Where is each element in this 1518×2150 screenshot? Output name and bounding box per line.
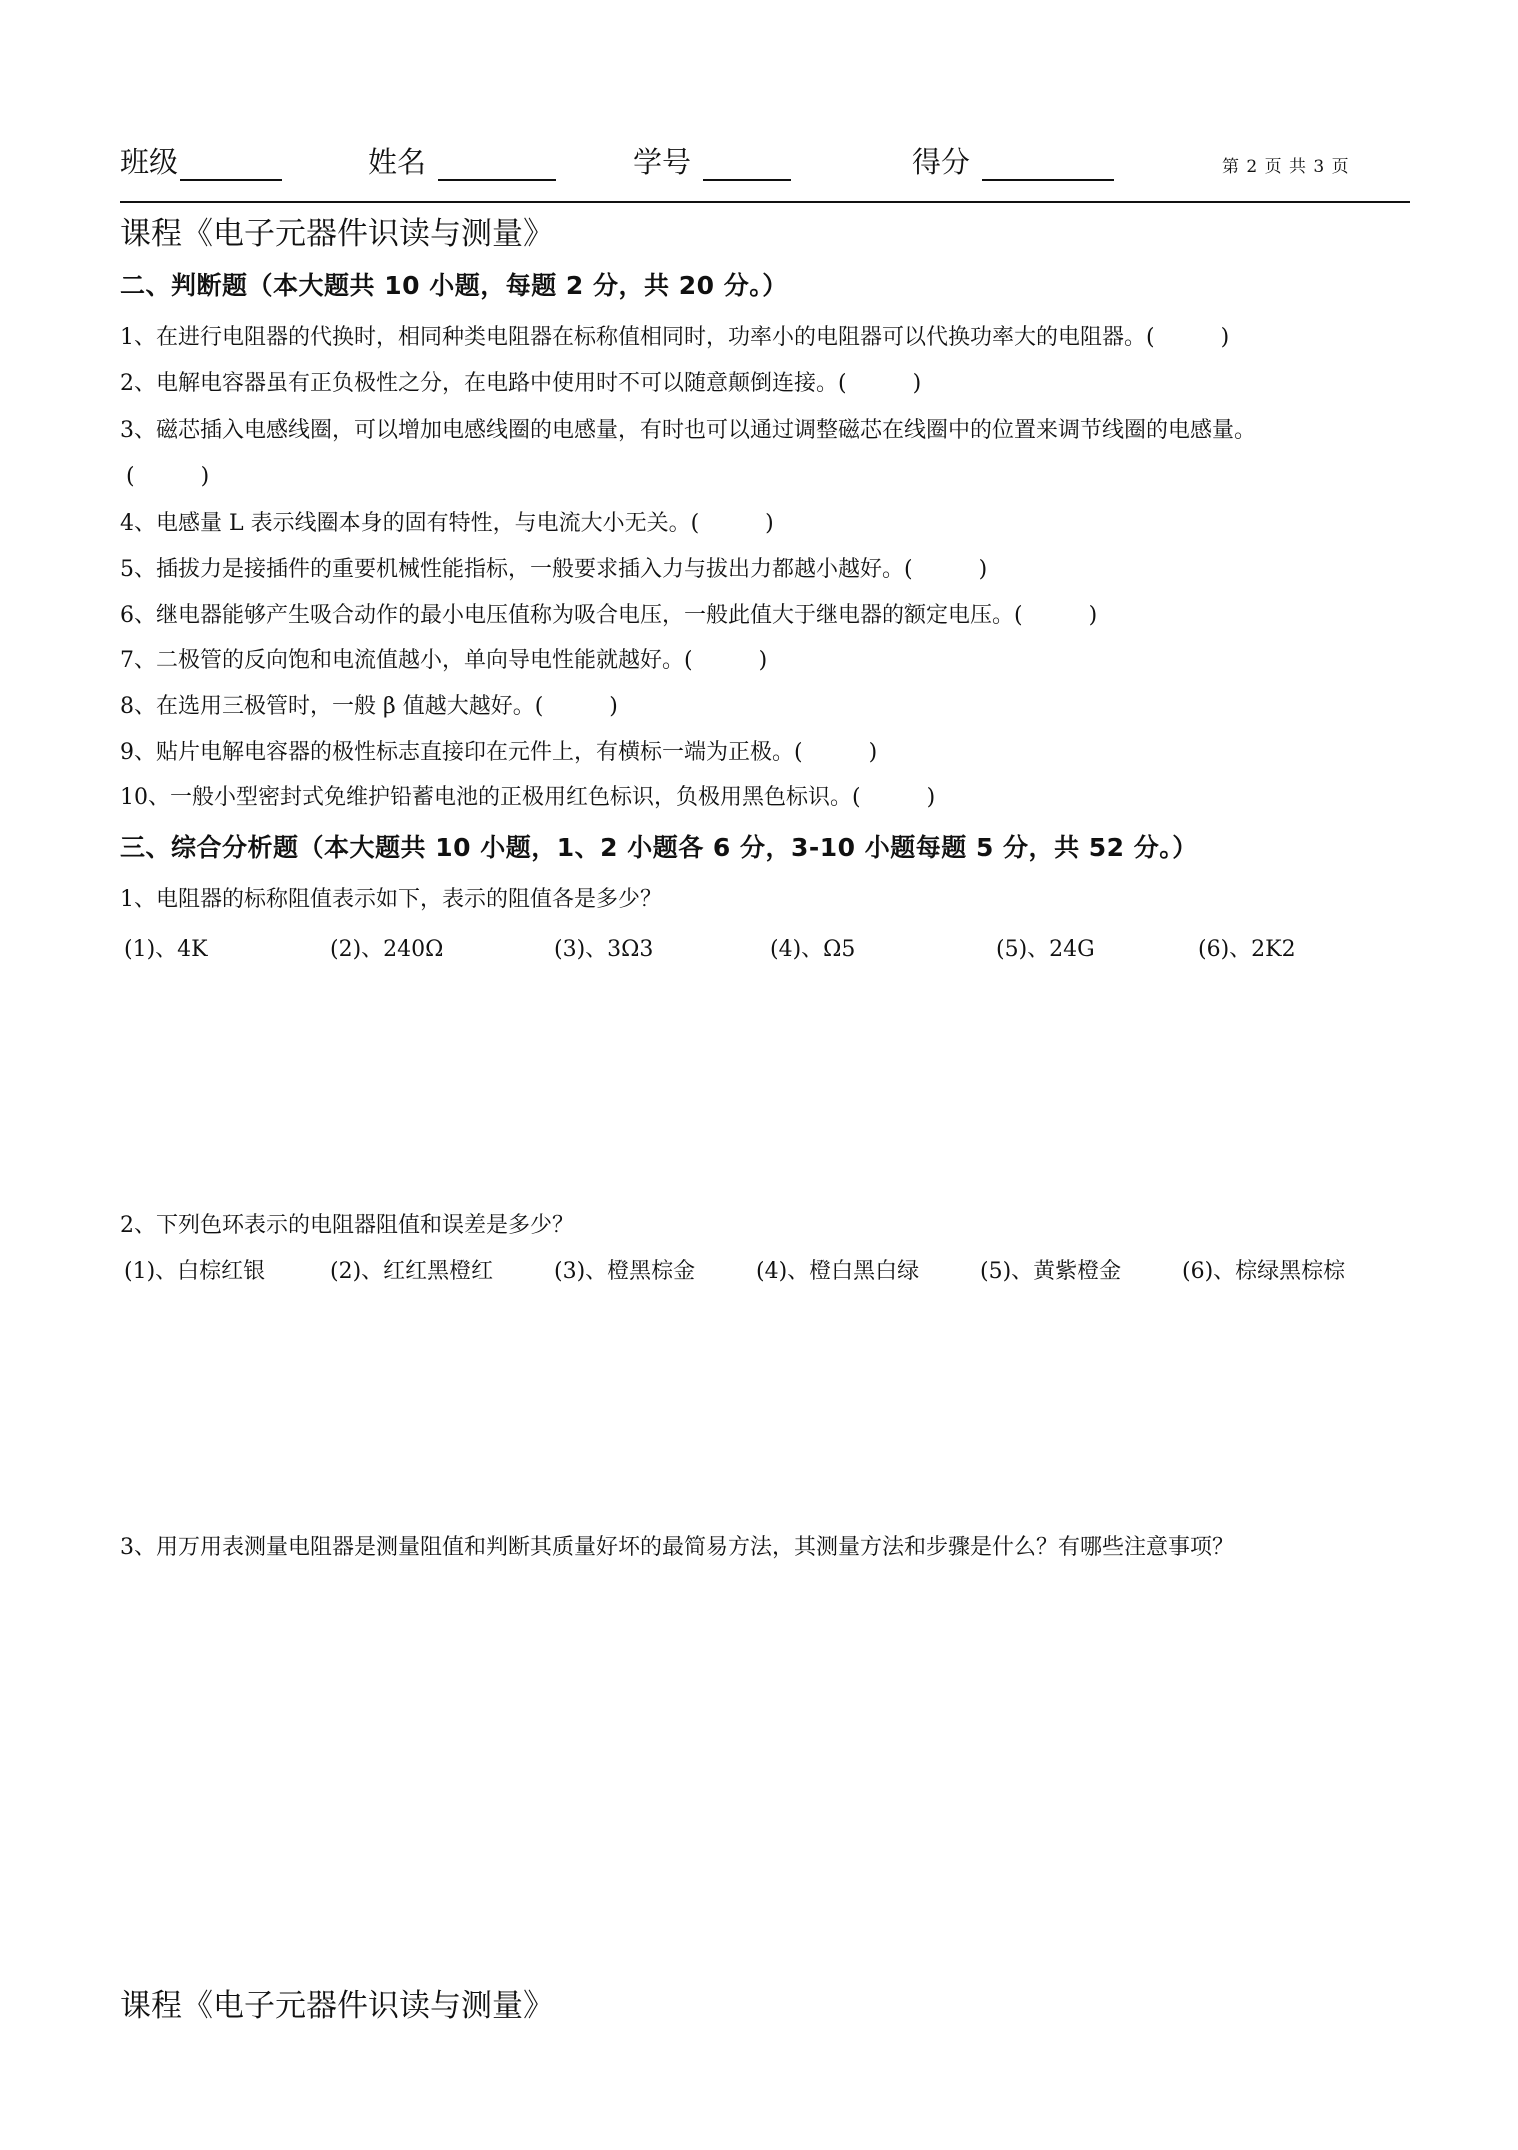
q2-option: (2)、红红黑橙红 [330,1259,494,1284]
student-id-label: 学号 [633,145,692,179]
q2-option: (3)、橙黑棕金 [554,1259,696,1284]
course-title: 课程《电子元器件识读与测量》 [120,216,554,252]
section-2-title: 二、判断题（本大题共 10 小题，每题 2 分，共 20 分。） [120,271,788,300]
name-label: 姓名 [368,145,427,179]
question-3-text: 3、用万用表测量电阻器是测量阻值和判断其质量好坏的最简易方法，其测量方法和步骤是什么？有哪些注意事项？ [120,1535,1235,1560]
q1-option: (5)、24G [996,937,1095,962]
judgement-item: 10、一般小型密封式免维护铅蓄电池的正极用红色标识，负极用黑色标识。( ) [120,785,936,810]
student-id-field [633,140,791,181]
q2-option: (4)、橙白黑白绿 [756,1259,920,1284]
name-blank[interactable] [438,149,556,181]
judgement-item: 6、继电器能够产生吸合动作的最小电压值称为吸合电压，一般此值大于继电器的额定电压。( ) [120,603,1098,628]
score-label: 得分 [912,145,971,179]
judgement-item: 9、贴片电解电容器的极性标志直接印在元件上，有横标一端为正极。( ) [120,740,878,765]
judgement-item: 4、电感量 L 表示线圈本身的固有特性，与电流大小无关。( ) [120,511,774,536]
judgement-item: 5、插拔力是接插件的重要机械性能指标，一般要求插入力与拔出力都越小越好。( ) [120,557,988,582]
q1-option: (4)、Ω5 [770,937,856,962]
q2-option: (5)、黄紫橙金 [980,1259,1122,1284]
judgement-item-blank: ( ) [126,464,210,489]
judgement-item: 3、磁芯插入电感线圈，可以增加电感线圈的电感量，有时也可以通过调整磁芯在线圈中的位置来调节线圈的电感量。 [120,418,1257,443]
question-1-text: 1、电阻器的标称阻值表示如下，表示的阻值各是多少？ [120,887,662,912]
judgement-item: 2、电解电容器虽有正负极性之分，在电路中使用时不可以随意颠倒连接。( ) [120,371,922,396]
section-3-title: 三、综合分析题（本大题共 10 小题，1、2 小题各 6 分，3-10 小题每题 5 分，共 52 分。） [120,833,1198,862]
judgement-item: 8、在选用三极管时，一般 β 值越大越好。( ) [120,694,618,719]
q1-option: (2)、240Ω [330,937,444,962]
q1-option: (1)、4K [124,937,208,962]
header-rule [120,201,1410,203]
class-label: 班级 [120,145,179,179]
q1-option: (3)、3Ω3 [554,937,654,962]
student-id-blank[interactable] [703,149,791,181]
class-field [120,140,282,181]
name-field [368,140,556,181]
judgement-item: 1、在进行电阻器的代换时，相同种类电阻器在标称值相同时，功率小的电阻器可以代换功率大的电阻器。( ) [120,325,1230,350]
footer-course-title: 课程《电子元器件识读与测量》 [120,1988,554,2024]
score-field [912,140,1114,181]
score-blank[interactable] [982,149,1114,181]
class-blank[interactable] [180,149,282,181]
question-2-text: 2、下列色环表示的电阻器阻值和误差是多少？ [120,1213,574,1238]
q2-option: (1)、白棕红银 [124,1259,266,1284]
q2-option: (6)、棕绿黑棕棕 [1182,1259,1346,1284]
q1-option: (6)、2K2 [1198,937,1296,962]
page-info: 第 2 页 共 3 页 [1222,157,1350,177]
judgement-item: 7、二极管的反向饱和电流值越小，单向导电性能就越好。( ) [120,648,768,673]
